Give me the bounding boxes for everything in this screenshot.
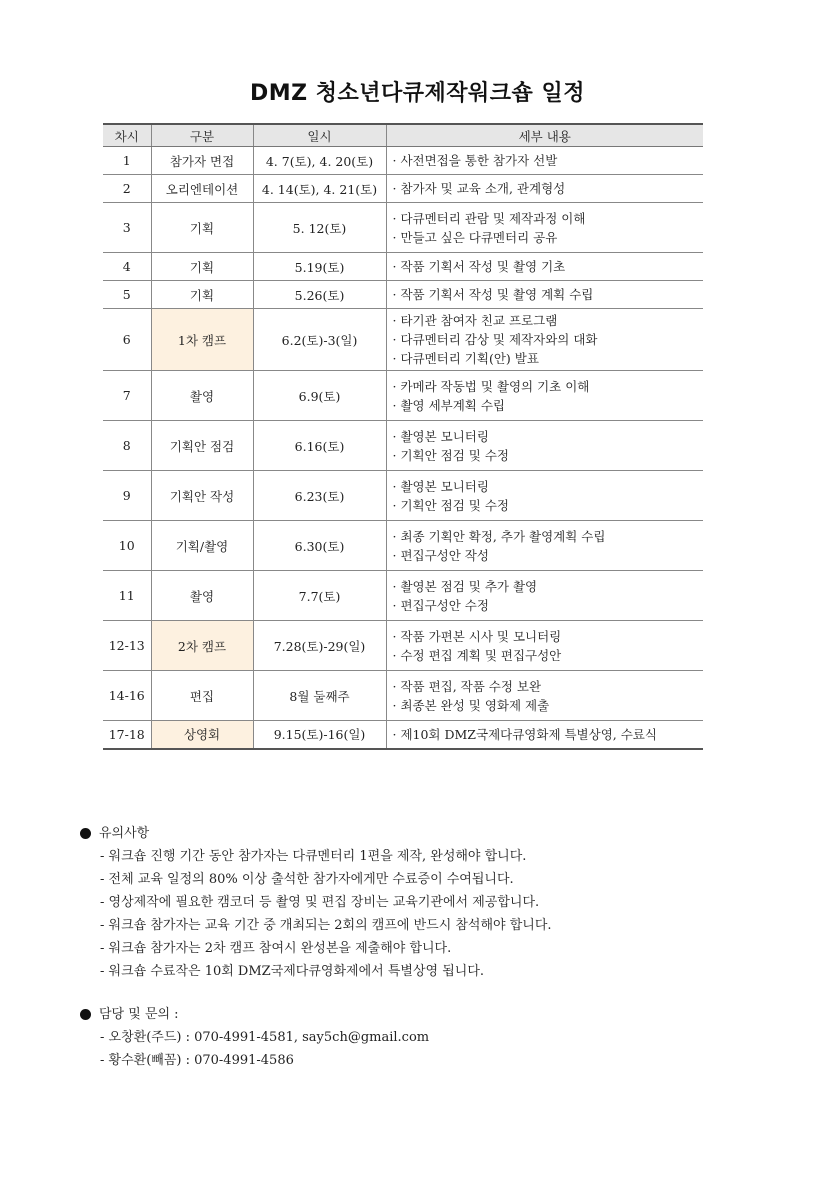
session-cell: 9 xyxy=(103,471,151,521)
date-cell: 6.9(토) xyxy=(253,371,386,421)
middle-dot-icon: · xyxy=(392,647,401,663)
detail-item xyxy=(393,646,704,665)
detail-text: 기획안 점검 및 수정 xyxy=(400,497,509,513)
detail-text: 작품 기획서 작성 및 촬영 계획 수립 xyxy=(400,287,594,302)
detail-item xyxy=(393,285,704,304)
middle-dot-icon: · xyxy=(392,351,401,366)
detail-text: 편집구성안 작성 xyxy=(400,547,489,563)
details-cell xyxy=(386,281,703,309)
detail-item xyxy=(393,446,704,465)
category-cell: 오리엔테이션 xyxy=(151,175,253,203)
session-cell: 8 xyxy=(103,421,151,471)
details-cell xyxy=(386,471,703,521)
middle-dot-icon: · xyxy=(392,428,401,444)
detail-text: 편집구성안 수정 xyxy=(400,597,489,613)
detail-text: 작품 편집, 작품 수정 보완 xyxy=(400,678,542,694)
session-cell: 11 xyxy=(103,571,151,621)
note-item: - 워크숍 참가자는 2차 캠프 참여시 완성본을 제출해야 합니다. xyxy=(100,941,452,956)
detail-text: 사전면접을 통한 참가자 선발 xyxy=(400,153,558,168)
middle-dot-icon: · xyxy=(392,697,401,713)
table-row xyxy=(103,521,703,571)
date-cell: 7.28(토)-29(일) xyxy=(253,621,386,671)
detail-text: 촬영본 모니터링 xyxy=(400,428,489,444)
detail-item xyxy=(393,725,704,744)
session-cell: 3 xyxy=(103,203,151,253)
session-cell: 17-18 xyxy=(103,721,151,749)
bullet-dot-icon xyxy=(80,828,91,839)
detail-text: 타기관 참여자 친교 프로그램 xyxy=(400,313,558,328)
table-row xyxy=(103,281,703,309)
detail-item xyxy=(393,596,704,615)
session-cell: 7 xyxy=(103,371,151,421)
note-item: - 워크숍 참가자는 교육 기간 중 개최되는 2회의 캠프에 반드시 참석해야 합니다. xyxy=(100,918,552,933)
middle-dot-icon: · xyxy=(392,313,401,328)
session-cell: 12-13 xyxy=(103,621,151,671)
middle-dot-icon: · xyxy=(392,528,401,544)
table-row xyxy=(103,371,703,421)
category-cell: 기획안 점검 xyxy=(151,421,253,471)
details-cell xyxy=(386,521,703,571)
date-cell: 6.23(토) xyxy=(253,471,386,521)
detail-text: 작품 기획서 작성 및 촬영 기초 xyxy=(400,259,566,274)
contact-section xyxy=(80,1003,429,1072)
detail-text: 다큐멘터리 감상 및 제작자와의 대화 xyxy=(400,332,598,347)
middle-dot-icon: · xyxy=(392,678,401,694)
contact-heading: 담당 및 문의 : xyxy=(99,1007,179,1022)
session-cell: 6 xyxy=(103,309,151,371)
detail-item xyxy=(393,527,704,546)
details-cell xyxy=(386,371,703,421)
detail-item xyxy=(393,477,704,496)
header-category: 구분 xyxy=(151,124,253,147)
middle-dot-icon: · xyxy=(392,287,401,302)
notes-heading: 유의사항 xyxy=(99,826,150,841)
table-header-row xyxy=(103,124,703,147)
date-cell: 4. 14(토), 4. 21(토) xyxy=(253,175,386,203)
detail-text: 최종본 완성 및 영화제 제출 xyxy=(400,697,550,713)
category-cell: 참가자 면접 xyxy=(151,147,253,175)
table-row xyxy=(103,309,703,371)
category-cell: 편집 xyxy=(151,671,253,721)
table-row xyxy=(103,175,703,203)
table-row xyxy=(103,203,703,253)
middle-dot-icon: · xyxy=(392,578,401,594)
table-row xyxy=(103,421,703,471)
date-cell: 8월 둘째주 xyxy=(253,671,386,721)
category-cell: 촬영 xyxy=(151,571,253,621)
middle-dot-icon: · xyxy=(392,378,401,394)
table-row xyxy=(103,621,703,671)
contact-item: - 황수환(빼꼼) : 070-4991-4586 xyxy=(100,1053,294,1068)
details-cell xyxy=(386,621,703,671)
details-cell xyxy=(386,671,703,721)
detail-item xyxy=(393,209,704,228)
session-cell: 14-16 xyxy=(103,671,151,721)
category-cell: 1차 캠프 xyxy=(151,309,253,371)
category-cell: 기획안 작성 xyxy=(151,471,253,521)
table-row xyxy=(103,471,703,521)
middle-dot-icon: · xyxy=(392,332,401,347)
middle-dot-icon: · xyxy=(392,547,401,563)
middle-dot-icon: · xyxy=(392,259,401,274)
category-cell: 기획 xyxy=(151,203,253,253)
detail-text: 참가자 및 교육 소개, 관계형성 xyxy=(400,181,566,196)
detail-item xyxy=(393,377,704,396)
note-item: - 워크숍 수료작은 10회 DMZ국제다큐영화제에서 특별상영 됩니다. xyxy=(100,964,485,979)
details-cell xyxy=(386,203,703,253)
detail-item xyxy=(393,677,704,696)
middle-dot-icon: · xyxy=(392,153,401,168)
detail-text: 다큐멘터리 기획(안) 발표 xyxy=(400,351,539,366)
middle-dot-icon: · xyxy=(392,447,401,463)
category-cell: 기획 xyxy=(151,281,253,309)
session-cell: 4 xyxy=(103,253,151,281)
detail-item xyxy=(393,349,704,368)
details-cell xyxy=(386,721,703,749)
category-cell: 기획/촬영 xyxy=(151,521,253,571)
detail-text: 촬영 세부계획 수립 xyxy=(400,397,506,413)
middle-dot-icon: · xyxy=(392,478,401,494)
middle-dot-icon: · xyxy=(392,628,401,644)
middle-dot-icon: · xyxy=(392,229,401,245)
category-cell: 상영회 xyxy=(151,721,253,749)
detail-text: 기획안 점검 및 수정 xyxy=(400,447,509,463)
detail-text: 카메라 작동법 및 촬영의 기초 이해 xyxy=(400,378,590,394)
middle-dot-icon: · xyxy=(392,210,401,226)
note-item: - 영상제작에 필요한 캠코더 등 촬영 및 편집 장비는 교육기관에서 제공합니다. xyxy=(100,895,540,910)
middle-dot-icon: · xyxy=(392,397,401,413)
detail-text: 촬영본 점검 및 추가 촬영 xyxy=(400,578,538,594)
table-row xyxy=(103,721,703,749)
detail-item xyxy=(393,228,704,247)
note-item: - 전체 교육 일정의 80% 이상 출석한 참가자에게만 수료증이 수여됩니다. xyxy=(100,872,514,887)
table-row xyxy=(103,147,703,175)
date-cell: 4. 7(토), 4. 20(토) xyxy=(253,147,386,175)
details-cell xyxy=(386,571,703,621)
middle-dot-icon: · xyxy=(392,597,401,613)
detail-item xyxy=(393,577,704,596)
detail-item xyxy=(393,330,704,349)
middle-dot-icon: · xyxy=(392,181,401,196)
schedule-table xyxy=(103,123,703,750)
page-title: DMZ 청소년다큐제작워크숍 일정 xyxy=(250,81,585,106)
detail-text: 수정 편집 계획 및 편집구성안 xyxy=(400,647,562,663)
detail-item xyxy=(393,696,704,715)
session-cell: 5 xyxy=(103,281,151,309)
category-cell: 2차 캠프 xyxy=(151,621,253,671)
category-cell: 촬영 xyxy=(151,371,253,421)
details-cell xyxy=(386,147,703,175)
date-cell: 5.26(토) xyxy=(253,281,386,309)
contact-heading-row xyxy=(80,1003,429,1026)
date-cell: 6.30(토) xyxy=(253,521,386,571)
detail-text: 촬영본 모니터링 xyxy=(400,478,489,494)
detail-item xyxy=(393,179,704,198)
session-cell: 1 xyxy=(103,147,151,175)
detail-text: 제10회 DMZ국제다큐영화제 특별상영, 수료식 xyxy=(400,726,657,742)
detail-item xyxy=(393,546,704,565)
detail-item xyxy=(393,311,704,330)
detail-text: 다큐멘터리 관람 및 제작과정 이해 xyxy=(400,210,586,226)
notes-heading-row xyxy=(80,822,552,845)
table-row xyxy=(103,253,703,281)
session-cell: 10 xyxy=(103,521,151,571)
details-cell xyxy=(386,175,703,203)
details-cell xyxy=(386,421,703,471)
detail-text: 만들고 싶은 다큐멘터리 공유 xyxy=(400,229,558,245)
detail-item xyxy=(393,257,704,276)
category-cell: 기획 xyxy=(151,253,253,281)
notes-section xyxy=(80,822,552,983)
header-details: 세부 내용 xyxy=(386,124,703,147)
session-cell: 2 xyxy=(103,175,151,203)
details-cell xyxy=(386,253,703,281)
date-cell: 5.19(토) xyxy=(253,253,386,281)
detail-item xyxy=(393,496,704,515)
detail-text: 작품 가편본 시사 및 모니터링 xyxy=(400,628,562,644)
table-row xyxy=(103,671,703,721)
table-row xyxy=(103,571,703,621)
date-cell: 7.7(토) xyxy=(253,571,386,621)
date-cell: 5. 12(토) xyxy=(253,203,386,253)
middle-dot-icon: · xyxy=(392,497,401,513)
middle-dot-icon: · xyxy=(392,726,401,742)
date-cell: 9.15(토)-16(일) xyxy=(253,721,386,749)
detail-item xyxy=(393,151,704,170)
date-cell: 6.2(토)-3(일) xyxy=(253,309,386,371)
header-date: 일시 xyxy=(253,124,386,147)
details-cell xyxy=(386,309,703,371)
date-cell: 6.16(토) xyxy=(253,421,386,471)
detail-item xyxy=(393,627,704,646)
note-item: - 워크숍 진행 기간 동안 참가자는 다큐멘터리 1편을 제작, 완성해야 합니다. xyxy=(100,849,527,864)
contact-item: - 오창환(주드) : 070-4991-4581, say5ch@gmail.com xyxy=(100,1030,430,1045)
bullet-dot-icon xyxy=(80,1009,91,1020)
detail-item xyxy=(393,396,704,415)
detail-item xyxy=(393,427,704,446)
detail-text: 최종 기획안 확정, 추가 촬영계획 수립 xyxy=(400,528,606,544)
header-session: 차시 xyxy=(103,124,151,147)
